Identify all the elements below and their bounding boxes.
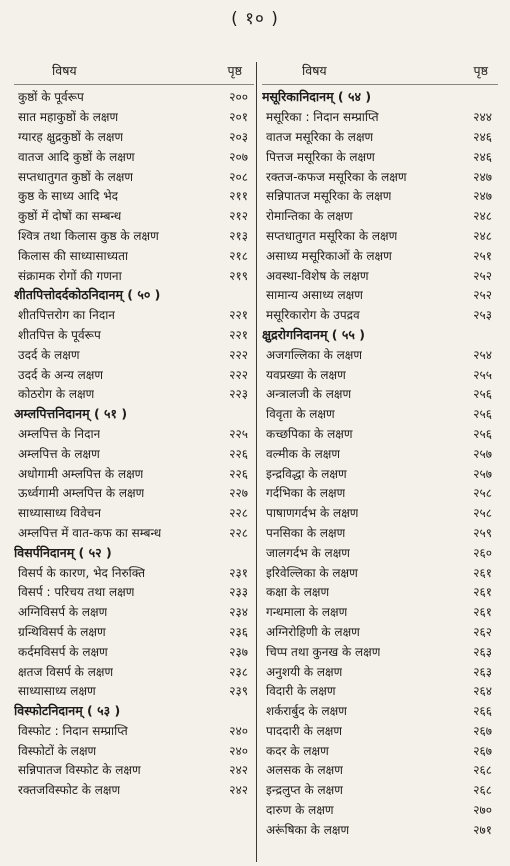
toc-entry <box>262 562 498 582</box>
entry-title: वातज आदि कुष्ठों के लक्षण <box>18 149 135 164</box>
entry-title: मसूरिका : निदान सम्प्राप्ति <box>266 110 379 125</box>
chapter-title: अम्लपित्तनिदानम् ( ५१ ) <box>14 406 128 422</box>
entry-title: अन्त्रालजी के लक्षण <box>266 387 352 402</box>
toc-entry <box>14 681 254 701</box>
entry-title: कक्षा के लक्षण <box>266 585 330 600</box>
entry-page-number: २२२ <box>229 367 248 382</box>
entry-title: अधोगामी अम्लपित्त के लक्षण <box>18 466 144 481</box>
entry-title: ग्यारह क्षुद्रकुष्ठों के लक्षण <box>18 129 124 144</box>
toc-entry <box>14 245 254 265</box>
toc-entry <box>14 344 254 364</box>
entry-title: वातज मसूरिका के लक्षण <box>266 129 374 144</box>
entry-title: अम्लपित्त के निदान <box>18 426 101 441</box>
right-entry-list <box>262 87 498 839</box>
chapter-heading <box>14 404 254 424</box>
right-column-header <box>262 62 498 85</box>
entry-page-number: २०० <box>229 90 248 105</box>
entry-page-number: २४८ <box>473 228 492 243</box>
toc-entry <box>14 186 254 206</box>
entry-page-number: २४८ <box>473 209 492 224</box>
entry-title: अरूंषिका के लक्षण <box>266 822 350 837</box>
toc-entry <box>14 206 254 226</box>
entry-page-number: २७० <box>473 803 492 818</box>
entry-page-number: २५५ <box>473 367 492 382</box>
entry-title: मसूरिकारोग के उपद्रव <box>266 308 360 323</box>
entry-page-number: २३४ <box>229 605 248 620</box>
toc-entry <box>262 186 498 206</box>
entry-page-number: २५७ <box>473 466 492 481</box>
entry-page-number: २२७ <box>229 486 248 501</box>
left-page-heading: पृष्ठ <box>227 63 242 78</box>
entry-page-number: २५१ <box>473 248 492 263</box>
entry-title: वल्मीक के लक्षण <box>266 446 341 461</box>
entry-page-number: २२५ <box>229 426 248 441</box>
entry-page-number: २२२ <box>229 347 248 362</box>
entry-page-number: २४४ <box>473 110 492 125</box>
entry-page-number: २४७ <box>473 189 492 204</box>
entry-title: अवस्था-विशेष के लक्षण <box>266 268 369 283</box>
toc-entry <box>262 641 498 661</box>
toc-entry <box>14 364 254 384</box>
entry-title: गन्धमाला के लक्षण <box>266 605 348 620</box>
toc-entry <box>14 424 254 444</box>
entry-title: विस्फोटों के लक्षण <box>18 743 97 758</box>
entry-page-number: २५२ <box>473 288 492 303</box>
toc-entry <box>14 325 254 345</box>
entry-title: रक्तजविस्फोट के लक्षण <box>18 783 121 798</box>
entry-page-number: २४२ <box>229 783 248 798</box>
entry-title: अलसक के लक्षण <box>266 763 343 778</box>
entry-title: अग्निविसर्प के लक्षण <box>18 605 108 620</box>
entry-page-number: २१३ <box>229 228 248 243</box>
entry-title: श्वित्र तथा किलास कुष्ठ के लक्षण <box>18 228 159 243</box>
page-number: ( १० ) <box>231 9 279 29</box>
toc-entry <box>262 582 498 602</box>
left-entry-list <box>14 87 254 800</box>
entry-title: उदर्द के लक्षण <box>18 347 80 362</box>
entry-title: पाददारी के लक्षण <box>266 723 343 738</box>
entry-page-number: २२८ <box>229 506 248 521</box>
right-subject-heading: विषय <box>302 63 327 78</box>
entry-page-number: २५८ <box>473 486 492 501</box>
entry-title: विवृता के लक्षण <box>266 407 335 422</box>
entry-title: कुष्ठों में दोषों का सम्बन्ध <box>18 209 122 224</box>
entry-page-number: २१९ <box>229 268 248 283</box>
entry-page-number: २६१ <box>473 585 492 600</box>
entry-page-number: २११ <box>229 189 248 204</box>
entry-title: शर्करार्बुद के लक्षण <box>266 704 347 719</box>
entry-page-number: २५४ <box>473 347 492 362</box>
entry-page-number: २४७ <box>473 169 492 184</box>
entry-page-number: २०७ <box>229 149 248 164</box>
toc-entry <box>262 107 498 127</box>
entry-page-number: २५६ <box>473 407 492 422</box>
entry-title: कच्छपिका के लक्षण <box>266 426 353 441</box>
entry-title: कुष्ठ के साध्य आदि भेद <box>18 189 119 204</box>
chapter-heading <box>262 87 498 107</box>
toc-entry <box>262 127 498 147</box>
chapter-heading <box>14 701 254 721</box>
entry-page-number: २६३ <box>473 644 492 659</box>
entry-page-number: २६८ <box>473 783 492 798</box>
entry-page-number: २५६ <box>473 426 492 441</box>
entry-page-number: २३३ <box>229 585 248 600</box>
toc-entry <box>262 443 498 463</box>
toc-entry <box>14 523 254 543</box>
entry-title: साध्यासाध्य विवेचन <box>18 506 102 521</box>
entry-title: पित्तज मसूरिका के लक्षण <box>266 149 375 164</box>
entry-title: विसर्प : परिचय तथा लक्षण <box>18 585 135 600</box>
toc-entry <box>262 344 498 364</box>
toc-entry <box>14 443 254 463</box>
entry-title: कुष्ठों के पूर्वरूप <box>18 90 84 105</box>
entry-page-number: २५६ <box>473 387 492 402</box>
toc-entry <box>262 285 498 305</box>
toc-entry <box>262 463 498 483</box>
entry-title: चिप्प तथा कुनख के लक्षण <box>266 644 381 659</box>
toc-entry <box>262 265 498 285</box>
toc-entry <box>262 226 498 246</box>
toc-entry <box>14 641 254 661</box>
toc-entry <box>14 166 254 186</box>
toc-entry <box>262 483 498 503</box>
entry-title: सामान्य असाध्य लक्षण <box>266 288 363 303</box>
toc-entry <box>14 622 254 642</box>
entry-page-number: २६८ <box>473 763 492 778</box>
entry-title: रोमान्तिका के लक्षण <box>266 209 353 224</box>
entry-page-number: २६२ <box>473 624 492 639</box>
right-page-heading: पृष्ठ <box>473 63 488 78</box>
entry-page-number: २६६ <box>473 704 492 719</box>
entry-page-number: २५३ <box>473 308 492 323</box>
entry-title: क्षतज विसर्प के लक्षण <box>18 664 114 679</box>
entry-page-number: २५७ <box>473 446 492 461</box>
toc-entry <box>14 582 254 602</box>
toc-entry <box>14 463 254 483</box>
entry-title: अम्लपित्त में वात-कफ का सम्बन्ध <box>18 525 162 540</box>
entry-title: सात महाकुष्ठों के लक्षण <box>18 110 119 125</box>
entry-page-number: २३९ <box>229 684 248 699</box>
toc-entry <box>14 384 254 404</box>
entry-title: ग्रन्थिविसर्प के लक्षण <box>18 624 106 639</box>
entry-page-number: २१२ <box>229 209 248 224</box>
chapter-title: विसर्पनिदानम् ( ५२ ) <box>14 544 112 560</box>
toc-entry <box>14 562 254 582</box>
toc-entry <box>262 364 498 384</box>
entry-title: यवप्रख्या के लक्षण <box>266 367 346 382</box>
toc-entry <box>14 107 254 127</box>
entry-title: विदारी के लक्षण <box>266 684 336 699</box>
toc-entry <box>262 166 498 186</box>
left-column-header <box>14 62 254 85</box>
entry-title: इरिवेल्लिका के लक्षण <box>266 565 358 580</box>
left-subject-heading: विषय <box>52 63 77 78</box>
toc-entry <box>14 87 254 107</box>
entry-title: उदर्द के अन्य लक्षण <box>18 367 104 382</box>
entry-title: अम्लपित्त के लक्षण <box>18 446 100 461</box>
entry-page-number: २४० <box>229 743 248 758</box>
toc-entry <box>14 721 254 741</box>
toc-entry <box>262 701 498 721</box>
toc-entry <box>262 542 498 562</box>
entry-page-number: २३७ <box>229 644 248 659</box>
entry-page-number: २२६ <box>229 466 248 481</box>
toc-entry <box>262 245 498 265</box>
toc-entry <box>262 760 498 780</box>
entry-page-number: २०८ <box>229 169 248 184</box>
toc-entry <box>14 127 254 147</box>
toc-entry <box>14 780 254 800</box>
chapter-heading <box>262 325 498 345</box>
entry-title: ऊर्ध्वगामी अम्लपित्त के लक्षण <box>18 486 145 501</box>
entry-page-number: २६० <box>473 545 492 560</box>
entry-title: किलास की साध्यासाध्यता <box>18 248 129 263</box>
entry-title: अग्निरोहिणी के लक्षण <box>266 624 360 639</box>
entry-title: असाध्य मसूरिकाओं के लक्षण <box>266 248 392 263</box>
entry-page-number: २५२ <box>473 268 492 283</box>
entry-page-number: २६७ <box>473 743 492 758</box>
toc-entry <box>14 760 254 780</box>
entry-title: सप्तधातुगत कुष्ठों के लक्षण <box>18 169 134 184</box>
toc-entry <box>14 661 254 681</box>
toc-entry <box>14 503 254 523</box>
toc-entry <box>262 305 498 325</box>
entry-title: इन्द्रविद्धा के लक्षण <box>266 466 347 481</box>
entry-page-number: २६१ <box>473 605 492 620</box>
toc-entry <box>262 622 498 642</box>
entry-page-number: २०१ <box>229 110 248 125</box>
entry-title: पाषाणगर्दभ के लक्षण <box>266 506 359 521</box>
entry-title: रक्तज-कफज मसूरिका के लक्षण <box>266 169 407 184</box>
chapter-title: क्षुद्ररोगनिदानम् ( ५५ ) <box>262 326 365 342</box>
left-column <box>14 62 254 800</box>
toc-entry <box>14 602 254 622</box>
entry-page-number: २४२ <box>229 763 248 778</box>
entry-page-number: २२३ <box>229 387 248 402</box>
toc-entry <box>262 146 498 166</box>
entry-page-number: २०३ <box>229 129 248 144</box>
toc-entry <box>262 661 498 681</box>
entry-title: इन्द्रलुप्त के लक्षण <box>266 783 343 798</box>
entry-title: पनसिका के लक्षण <box>266 525 346 540</box>
entry-page-number: २६४ <box>473 684 492 699</box>
entry-page-number: २३१ <box>229 565 248 580</box>
toc-entry <box>14 146 254 166</box>
toc-entry <box>14 226 254 246</box>
toc-entry <box>262 721 498 741</box>
toc-entry <box>262 206 498 226</box>
toc-entry <box>262 800 498 820</box>
entry-title: साध्यासाध्य लक्षण <box>18 684 96 699</box>
toc-entry <box>262 780 498 800</box>
chapter-title: शीतपित्तोदर्दकोठनिदानम् ( ५० ) <box>14 287 161 303</box>
entry-page-number: २७१ <box>473 822 492 837</box>
entry-title: अनुशयी के लक्षण <box>266 664 343 679</box>
toc-entry <box>262 424 498 444</box>
toc-entry <box>262 740 498 760</box>
entry-page-number: २४० <box>229 723 248 738</box>
entry-page-number: २१८ <box>229 248 248 263</box>
toc-entry <box>14 265 254 285</box>
entry-title: विसर्प के कारण, भेद निरुक्ति <box>18 565 146 580</box>
entry-title: कोठरोग के लक्षण <box>18 387 95 402</box>
entry-title: अजगल्लिका के लक्षण <box>266 347 363 362</box>
chapter-title: मसूरिकानिदानम् ( ५४ ) <box>262 89 372 105</box>
entry-page-number: २५८ <box>473 506 492 521</box>
toc-entry <box>262 503 498 523</box>
entry-title: संक्रामक रोगों की गणना <box>18 268 122 283</box>
entry-page-number: २२१ <box>229 327 248 342</box>
chapter-heading <box>14 542 254 562</box>
entry-title: जालगर्दभ के लक्षण <box>266 545 350 560</box>
entry-title: कदर के लक्षण <box>266 743 329 758</box>
toc-entry <box>262 384 498 404</box>
entry-page-number: २५९ <box>473 525 492 540</box>
entry-title: गर्दभिका के लक्षण <box>266 486 346 501</box>
toc-entry <box>14 483 254 503</box>
entry-page-number: २६७ <box>473 723 492 738</box>
entry-title: सप्तधातुगत मसूरिका के लक्षण <box>266 228 398 243</box>
entry-page-number: २२८ <box>229 525 248 540</box>
toc-entry <box>262 819 498 839</box>
entry-page-number: २३६ <box>229 624 248 639</box>
entry-page-number: २४६ <box>473 149 492 164</box>
entry-page-number: २३८ <box>229 664 248 679</box>
entry-page-number: २४६ <box>473 129 492 144</box>
toc-entry <box>262 681 498 701</box>
entry-page-number: २६३ <box>473 664 492 679</box>
toc-entry <box>262 404 498 424</box>
toc-entry <box>14 305 254 325</box>
chapter-heading <box>14 285 254 305</box>
entry-title: शीतपित्तरोग का निदान <box>18 308 115 323</box>
entry-page-number: २६१ <box>473 565 492 580</box>
toc-entry <box>14 740 254 760</box>
entry-title: दारुण के लक्षण <box>266 803 334 818</box>
entry-title: शीतपित्त के पूर्वरूप <box>18 327 101 342</box>
entry-title: कर्दमविसर्प के लक्षण <box>18 644 108 659</box>
entry-title: सन्निपातज मसूरिका के लक्षण <box>266 189 392 204</box>
toc-entry <box>262 602 498 622</box>
entry-page-number: २२६ <box>229 446 248 461</box>
entry-title: सन्निपातज विस्फोट के लक्षण <box>18 763 141 778</box>
right-column <box>262 62 498 839</box>
toc-entry <box>262 523 498 543</box>
entry-page-number: २२१ <box>229 308 248 323</box>
column-divider <box>256 62 257 862</box>
entry-title: विस्फोट : निदान सम्प्राप्ति <box>18 723 128 738</box>
chapter-title: विस्फोटनिदानम् ( ५३ ) <box>14 703 121 719</box>
